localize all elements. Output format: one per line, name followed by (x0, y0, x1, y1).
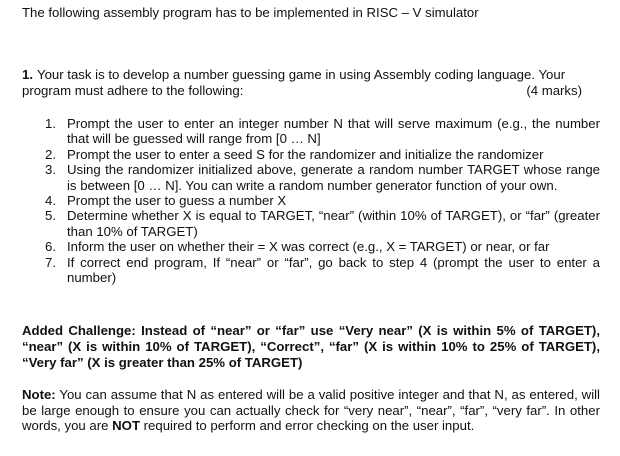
step-number: 7. (45, 254, 56, 270)
task-text-line2: program must adhere to the following: (22, 82, 244, 98)
step-number: 6. (45, 239, 56, 255)
task-marks: (4 marks) (526, 82, 582, 98)
step-text: If correct end program, If “near” or “far”, go back to step 4 (prompt the user to enter a number) (67, 254, 600, 286)
intro-text: The following assembly program has to be implemented in RISC – V simulator (22, 5, 479, 20)
step-text: Prompt the user to enter a seed S for the randomizer and initialize the randomizer (67, 146, 544, 162)
note-text-after: required to perform and error checking on the user input. (140, 418, 475, 434)
task-text-line1: Your task is to develop a number guessing game in using Assembly coding language. Your (37, 67, 566, 82)
step-text: Prompt the user to enter an integer number N that will serve maximum (e.g., the number that will be guessed will range from [0 … N] (67, 116, 600, 147)
added-challenge-paragraph: Added Challenge: Instead of “near” or “far” use “Very near” (X is within 5% of TARGET), “near” (X is within 10% of TARGET), “Correct”, “far” (X is within 10% to 25% of TARGET), “Very far” (X is greater than 25% of TARGET) (22, 323, 600, 370)
note-paragraph (22, 387, 600, 434)
note-emphasis: NOT (112, 418, 140, 434)
step-number: 2. (45, 146, 56, 162)
step-number: 3. (45, 162, 56, 178)
task-line-2 (22, 83, 600, 99)
step-number: 1. (45, 116, 56, 131)
list-item (45, 255, 600, 286)
list-item (45, 116, 600, 147)
list-item (45, 162, 600, 193)
task-description (22, 67, 600, 98)
list-item (45, 193, 600, 208)
note-label: Note: (22, 387, 56, 402)
requirements-list (45, 116, 600, 285)
step-text: Inform the user on whether their = X was correct (e.g., X = TARGET) or near, or far (67, 239, 550, 255)
list-item (45, 239, 600, 254)
step-text: Determine whether X is equal to TARGET, “near” (within 10% of TARGET), or “far” (greater than 10% of TARGET) (67, 208, 600, 239)
step-number: 5. (45, 208, 56, 224)
task-number: 1. (22, 67, 33, 82)
list-item (45, 208, 600, 239)
task-line-1 (22, 67, 600, 83)
step-text: Prompt the user to guess a number X (67, 193, 287, 209)
step-number: 4. (45, 193, 56, 209)
note-text-before: You can assume that N as entered will be a valid positive integer and that N, as entered, will be large enough to ensure you can actually check for “very near”, “near”, “far”, “very far”. In other words, you are (22, 387, 600, 434)
step-text: Using the randomizer initialized above, generate a random number TARGET whose range is between [0 … N]. You can write a random number generator function of your own. (67, 162, 600, 193)
list-item (45, 147, 600, 162)
